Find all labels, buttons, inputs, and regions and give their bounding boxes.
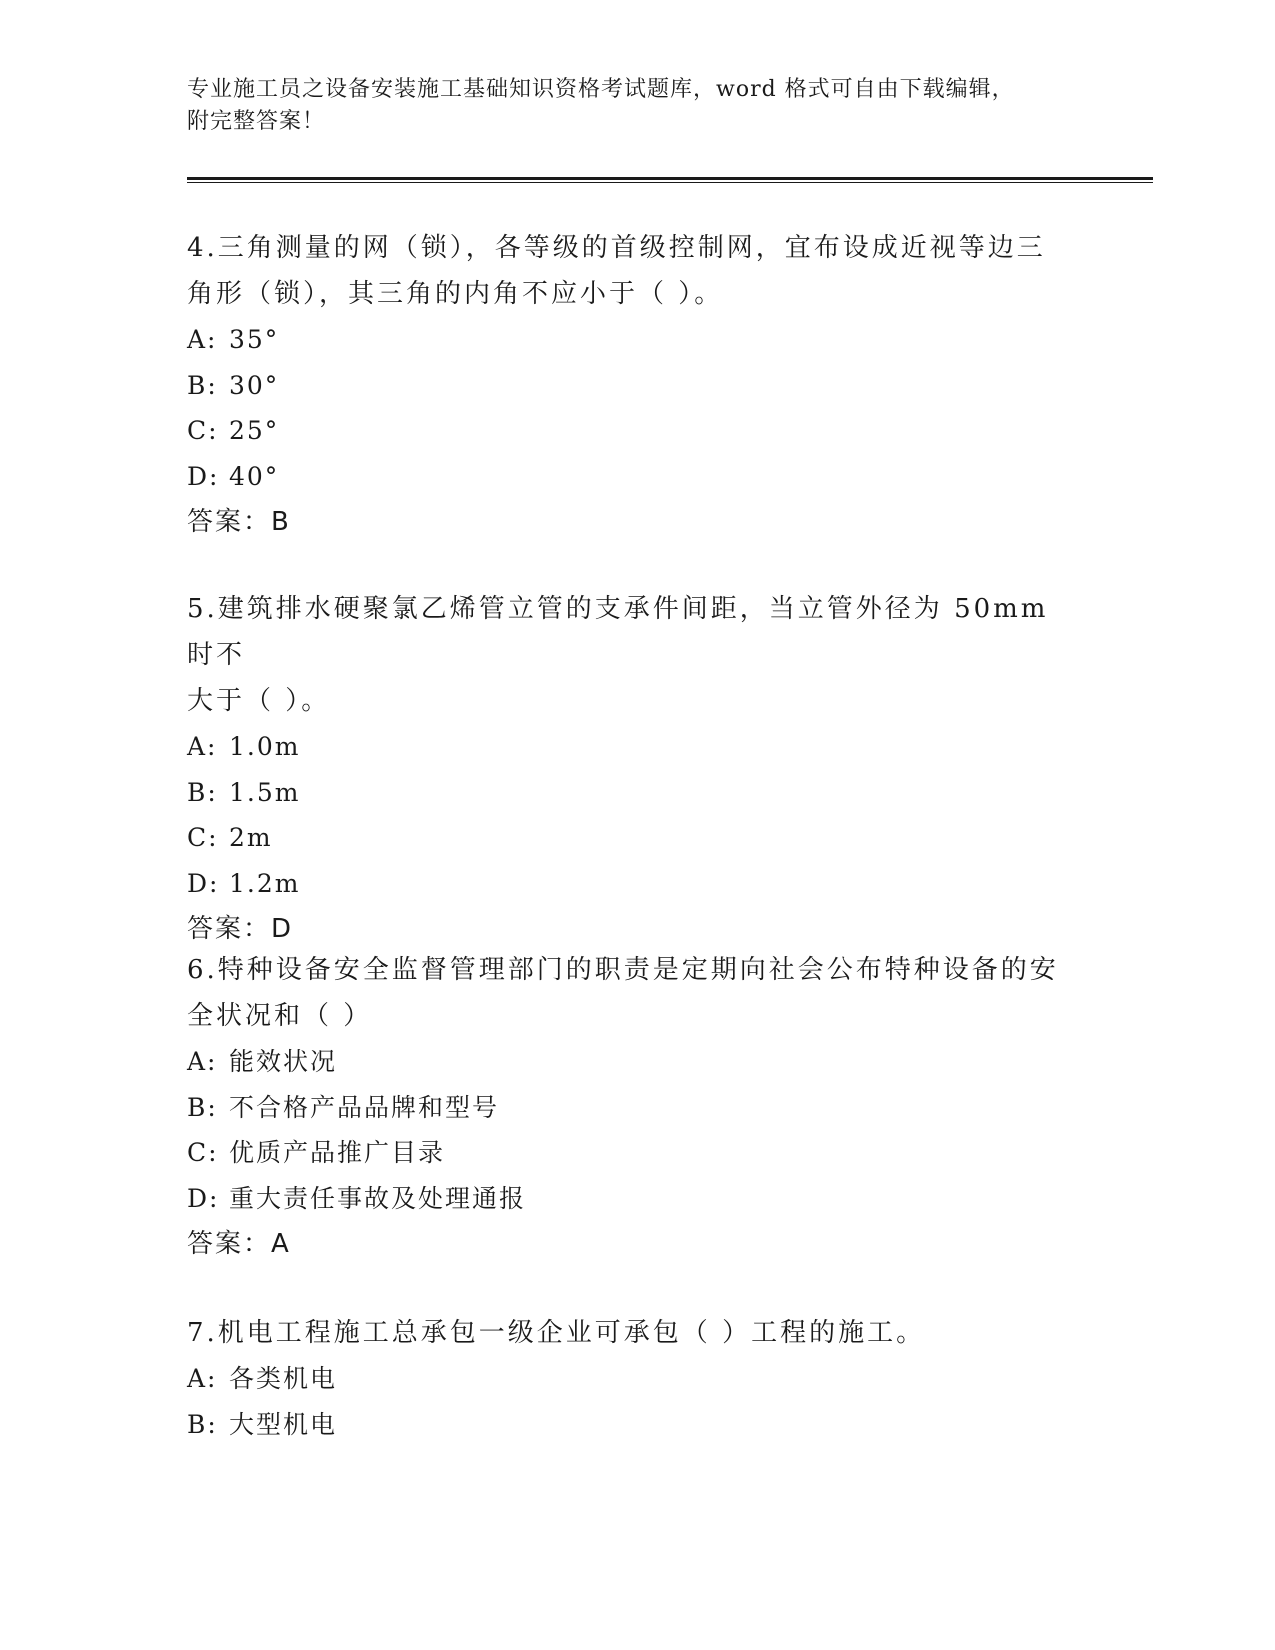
question-4-answer: 答案：B: [187, 507, 291, 537]
question-4-text-line-1: 4.三角测量的网（锁），各等级的首级控制网，宜布设成近视等边三: [187, 233, 1046, 263]
option-text: 各类机电: [229, 1364, 338, 1393]
option-text: 重大责任事故及处理通报: [229, 1183, 527, 1213]
header-line-2: 附完整答案！: [187, 109, 326, 134]
question-4-option-b: [187, 363, 1087, 409]
option-label: B:: [187, 1092, 218, 1122]
option-text: 35°: [229, 325, 280, 354]
header-line-1: 专业施工员之设备安装施工基础知识资格考试题库，word 格式可自由下载编辑，: [187, 77, 1015, 102]
option-label: D:: [187, 868, 220, 898]
option-text: 2m: [229, 823, 273, 852]
question-6-option-d: [187, 1176, 1087, 1222]
question-4-option-d: [187, 454, 1087, 500]
question-7-text-line-1: 7.机电工程施工总承包一级企业可承包（ ）工程的施工。: [187, 1318, 926, 1348]
option-label: A:: [187, 732, 218, 761]
question-5: [187, 586, 1087, 952]
option-text: 大型机电: [229, 1409, 338, 1439]
option-label: A:: [187, 1364, 218, 1393]
question-4: [187, 225, 1087, 545]
question-6: [187, 947, 1087, 1267]
question-7-option-b: [187, 1402, 1087, 1448]
question-4-option-a: [187, 317, 1087, 363]
question-5-answer: 答案：D: [187, 914, 294, 944]
question-5-option-a: [187, 724, 1087, 770]
option-text: 1.0m: [229, 732, 301, 761]
question-5-option-d: [187, 861, 1087, 907]
header-divider-thin: [187, 182, 1153, 183]
question-7: [187, 1310, 1087, 1447]
question-6-text-line-2: 全状况和（ ）: [187, 1001, 373, 1031]
document-header: [187, 74, 1087, 138]
question-7-option-a: [187, 1356, 1087, 1402]
option-text: 30°: [229, 370, 280, 400]
option-text: 1.2m: [229, 868, 301, 898]
option-label: C:: [187, 416, 219, 445]
option-label: B:: [187, 370, 218, 400]
question-5-text-line-1: 5.建筑排水硬聚氯乙烯管立管的支承件间距，当立管外径为 50mm 时不: [187, 594, 1049, 670]
option-label: A:: [187, 1047, 218, 1076]
header-divider-thick: [187, 177, 1153, 180]
option-label: A:: [187, 325, 218, 354]
question-5-option-b: [187, 770, 1087, 816]
option-label: B:: [187, 1409, 218, 1439]
question-6-text-line-1: 6.特种设备安全监督管理部门的职责是定期向社会公布特种设备的安: [187, 955, 1059, 985]
option-text: 能效状况: [229, 1047, 338, 1076]
option-label: D:: [187, 1183, 220, 1213]
option-label: C:: [187, 823, 219, 852]
option-label: C:: [187, 1138, 219, 1167]
question-4-text-line-2: 角形（锁），其三角的内角不应小于（ ）。: [187, 279, 724, 309]
question-6-answer: 答案：A: [187, 1229, 291, 1259]
option-text: 优质产品推广目录: [229, 1138, 446, 1167]
question-5-option-c: [187, 815, 1087, 861]
question-6-option-c: [187, 1130, 1087, 1176]
question-4-option-c: [187, 408, 1087, 454]
option-text: 1.5m: [229, 777, 301, 807]
option-text: 25°: [229, 416, 280, 445]
option-label: D:: [187, 461, 220, 491]
option-text: 不合格产品品牌和型号: [229, 1092, 500, 1122]
option-text: 40°: [229, 461, 280, 491]
option-label: B:: [187, 777, 218, 807]
question-6-option-b: [187, 1085, 1087, 1131]
question-5-text-line-2: 大于（ ）。: [187, 686, 331, 716]
question-6-option-a: [187, 1039, 1087, 1085]
